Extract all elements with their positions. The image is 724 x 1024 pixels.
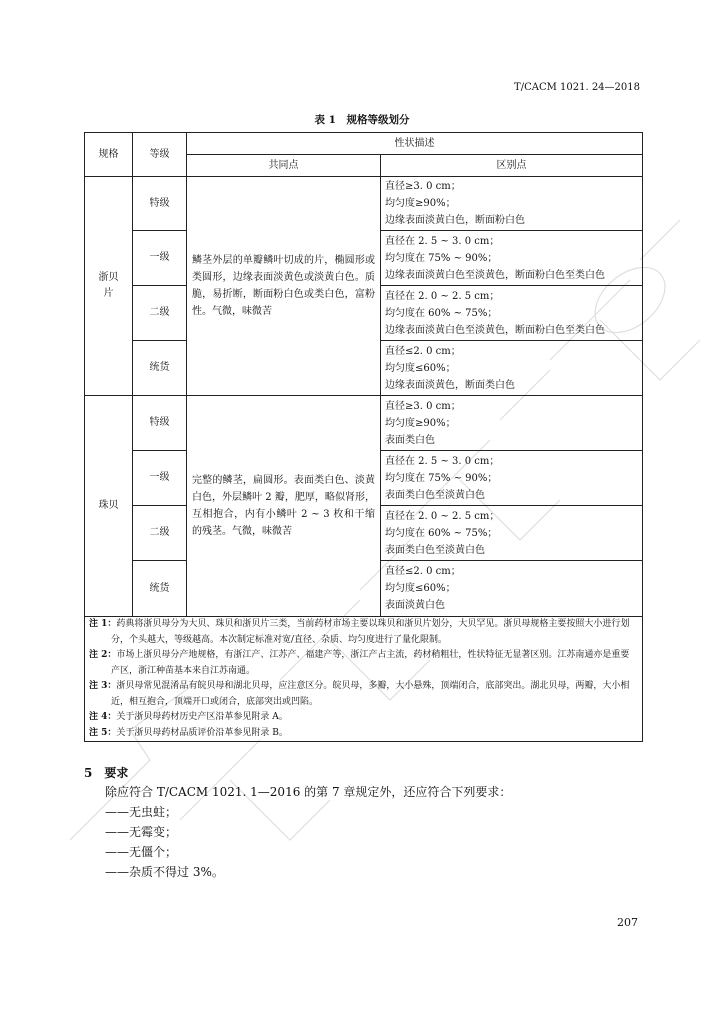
grade-cell: 统货 [133,341,187,396]
requirement-item: ——无僵个； [105,845,178,859]
diff-cell [381,506,643,561]
grade-cell: 二级 [133,286,187,341]
section-title: 要求 [104,766,129,780]
note-text: 关于浙贝母药材品质评价沿革参见附录 B。 [116,727,288,738]
note-text: 市场上浙贝母分产地规格，有浙江产、江苏产、福建产等，浙江产占主流，药材稍粗壮，性状特征无显著区别。江苏南通亦是重要产区，浙江种苗基本来自江苏南通。 [111,650,630,676]
grade-table [84,132,643,742]
note-text: 浙贝母常见混淆品有皖贝母和湖北贝母，应注意区分。皖贝母，多瓣，大小悬殊，顶端闭合，底部突出。湖北贝母，两瓣，大小相近，相互抱合，顶端开口或闭合，底部突出或凹陷。 [111,681,630,707]
diff-line: 边缘表面淡黄色，断面类白色 [385,379,515,391]
note-text: 药典将浙贝母分为大贝、珠贝和浙贝片三类，当前药材市场主要以珠贝和浙贝片划分，大贝罕见。浙贝母规格主要按照大小进行划分，个头越大，等级越高。本次制定标准对宽/直径、杂质、均匀度进行了量化限制。 [111,619,630,645]
common-description: 完整的鳞茎，扁圆形。表面类白色、淡黄白色，外层鳞叶 2 瓣，肥厚，略似肾形，互相抱合，内有小鳞叶 2 ~ 3 枚和干缩的残茎。气微，味微苦 [187,396,381,617]
header-traits: 性状描述 [187,133,643,155]
diff-line: 均匀度≥90%； [385,417,456,429]
header-common: 共同点 [187,155,381,177]
spec-label: 浙贝 片 [98,272,119,299]
diff-cell [381,177,643,231]
diff-line: 边缘表面淡黄白色至淡黄色，断面粉白色至类白色 [385,269,605,281]
diff-line: 均匀度≤60%； [385,583,456,594]
diff-line: 表面类白色至淡黄白色 [385,544,485,556]
diff-line: 边缘表面淡黄白色至淡黄色，断面粉白色至类白色 [385,324,605,336]
diff-line: 表面类白色至淡黄白色 [385,489,485,501]
diff-line: 直径≤2. 0 cm； [385,345,461,357]
diff-line: 均匀度≥90%； [385,198,456,209]
diff-line: 直径≥3. 0 cm； [385,400,461,412]
diff-line: 直径在 2. 0 ~ 2. 5 cm； [385,290,500,302]
diff-line: 均匀度在 60% ~ 75%； [385,307,498,319]
requirement-item: ——无虫蛀； [105,805,178,819]
grade-cell: 二级 [133,506,187,561]
common-description: 鳞茎外层的单瓣鳞叶切成的片，椭圆形或类圆形，边缘表面淡黄色或淡黄白色。质脆，易折断，断面粉白色或类白色，富粉性。气微，味微苦 [187,177,381,396]
requirement-item: ——杂质不得过 3%。 [105,865,224,879]
grade-cell: 特级 [133,177,187,231]
diff-cell [381,231,643,286]
spec-cell [85,177,133,396]
spec-label: 珠贝 [98,500,119,511]
diff-cell [381,396,643,451]
diff-line: 直径在 2. 0 ~ 2. 5 cm； [385,510,500,522]
spec-cell [85,396,133,617]
note-label: 注 2： [89,650,117,660]
section-heading [84,764,128,781]
diff-cell [381,341,643,396]
diff-line: 表面类白色 [385,434,435,446]
diff-cell [381,561,643,617]
diff-cell [381,286,643,341]
grade-cell: 特级 [133,396,187,451]
note-label: 注 4： [89,712,117,722]
table-notes-row [85,617,643,742]
diff-line: 表面淡黄白色 [385,600,445,611]
grade-cell: 一级 [133,451,187,506]
note-label: 注 5： [89,727,117,738]
diff-line: 均匀度在 60% ~ 75%； [385,527,498,539]
notes-cell [85,617,643,742]
grade-cell: 一级 [133,231,187,286]
section-number: 5 [84,766,93,780]
page-number: 207 [617,916,638,929]
diff-line: 均匀度在 75% ~ 90%； [385,472,498,484]
diff-line: 直径≤2. 0 cm； [385,566,461,577]
note-label: 注 3： [89,681,117,691]
diff-line: 均匀度≤60%； [385,362,456,374]
header-spec: 规格 [85,133,133,177]
note-5 [89,726,638,742]
header-diff: 区别点 [381,155,643,177]
requirement-item: ——无霉变； [105,825,178,839]
requirements-intro: 除应符合 T/CACM 1021. 1—2016 的第 7 章规定外，还应符合下列要求： [105,785,512,799]
diff-line: 直径在 2. 5 ~ 3. 0 cm； [385,455,500,467]
diff-line: 直径在 2. 5 ~ 3. 0 cm； [385,235,500,247]
diff-line: 直径≥3. 0 cm； [385,181,461,192]
note-2 [89,648,638,679]
note-label: 注 1： [89,619,117,629]
table-row [85,177,643,231]
note-4 [89,710,638,726]
table-title: 表 1 规格等级划分 [314,114,410,126]
header-grade: 等级 [133,133,187,177]
table-row [85,396,643,451]
grade-cell: 统货 [133,561,187,617]
diff-line: 均匀度在 75% ~ 90%； [385,252,498,264]
document-code: T/CACM 1021. 24—2018 [514,82,640,93]
note-text: 关于浙贝母药材历史产区沿革参见附录 A。 [116,712,288,722]
diff-cell [381,451,643,506]
diff-line: 边缘表面淡黄白色，断面粉白色 [385,215,525,226]
requirements-body [105,782,511,882]
note-3 [89,679,638,710]
note-1 [89,617,638,648]
